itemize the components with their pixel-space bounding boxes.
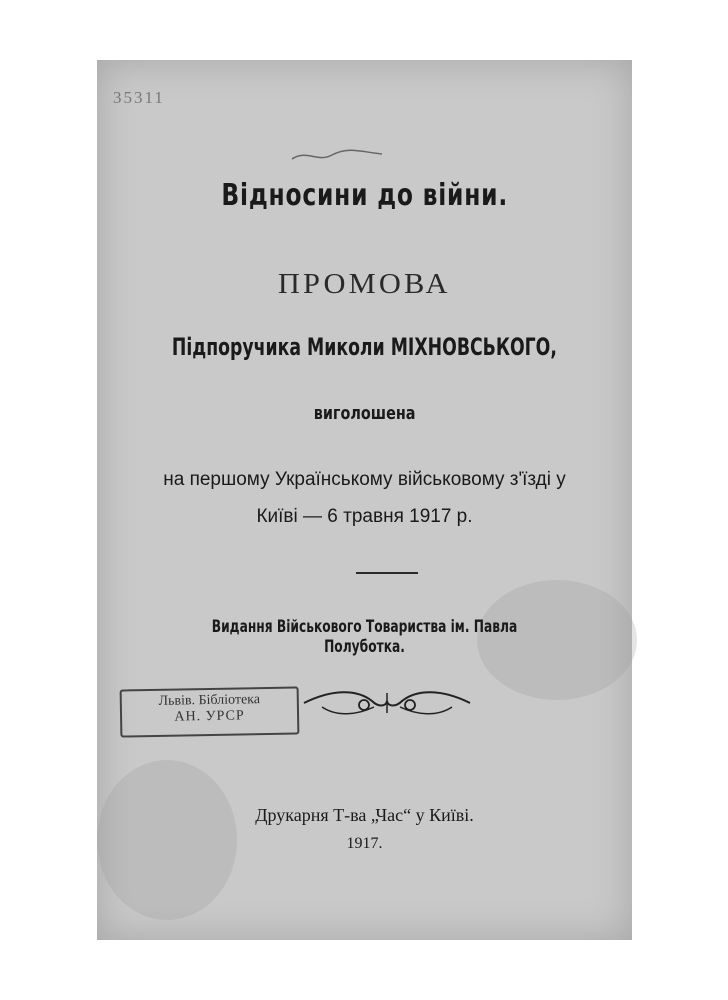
delivered-line: виголошена	[313, 403, 416, 424]
speaker-line: Підпоручика Миколи МІХНОВСЬКОГО,	[171, 333, 558, 361]
stamp-line-1: Львів. Бібліотека	[158, 692, 261, 709]
corner-mark: 35311	[113, 88, 165, 107]
publisher-line: Видання Військового Товариства ім. Павла Полуботка.	[211, 617, 518, 657]
document-title: Відносини до війни.	[221, 178, 508, 213]
place-line-2: Київі — 6 травня 1917 р.	[256, 506, 473, 527]
document-page	[97, 60, 632, 940]
printer-line: Друкарня Т-ва „Час“ у Київі.	[255, 805, 474, 825]
document-subtitle: ПРОМОВА	[278, 268, 451, 300]
place-line-1: на першому Українському військовому з'їзді у	[163, 469, 566, 490]
divider-rule	[356, 572, 418, 574]
ornament-flourish-icon	[302, 685, 472, 721]
stamp-line-2: АН. УРСР	[174, 708, 245, 725]
handwritten-scribble	[287, 145, 387, 165]
library-stamp	[120, 686, 300, 737]
publication-year: 1917.	[346, 835, 383, 852]
